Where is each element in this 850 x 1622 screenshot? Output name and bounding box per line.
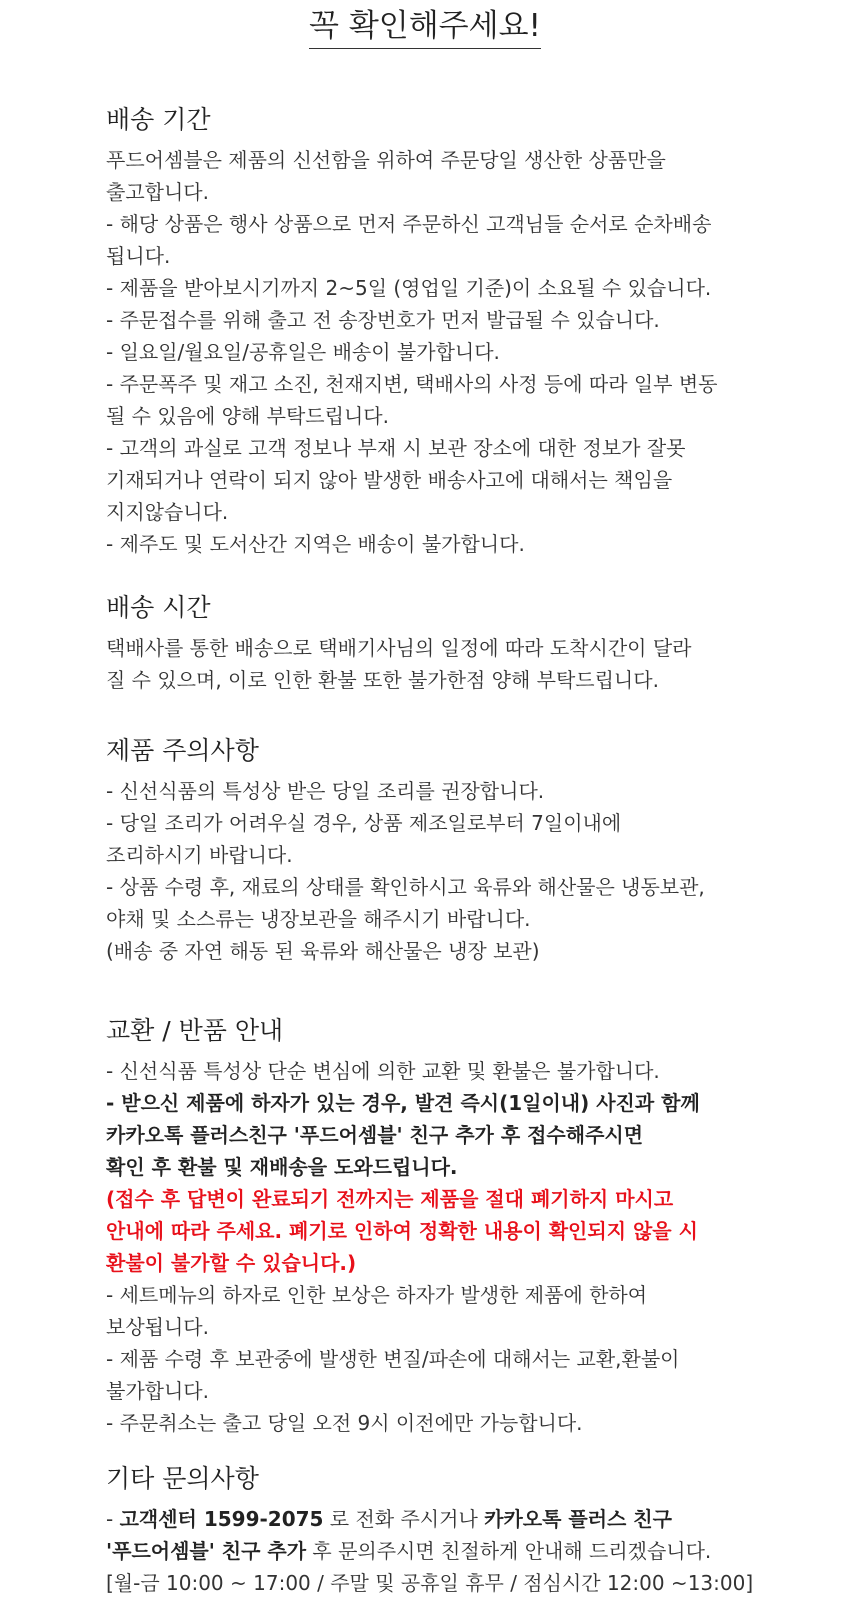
text-line: 야채 및 소스류는 냉장보관을 해주시기 바랍니다.	[106, 907, 531, 931]
section-heading: 제품 주의사항	[106, 736, 259, 765]
text-line: 출고합니다.	[106, 180, 209, 204]
warning-line: (접수 후 답변이 완료되기 전까지는 제품을 절대 폐기하지 마시고	[106, 1187, 674, 1211]
add-friend-instruction: '푸드어셈블' 친구 추가	[106, 1539, 307, 1563]
section-delivery-time	[106, 592, 746, 696]
section-heading: 교환 / 반품 안내	[106, 1016, 284, 1045]
emphasis-line: 확인 후 환불 및 재배송을 도와드립니다.	[106, 1155, 458, 1179]
section-product-cautions	[106, 735, 746, 967]
text-line: - 신선식품의 특성상 받은 당일 조리를 권장합니다.	[106, 779, 545, 803]
section-heading: 배송 기간	[106, 105, 211, 134]
warning-line: 환불이 불가할 수 있습니다.)	[106, 1251, 357, 1275]
contact-line	[106, 1503, 746, 1535]
text-line: 조리하시기 바랍니다.	[106, 843, 293, 867]
notice-header	[0, 0, 850, 49]
text-line: - 주문접수를 위해 출고 전 송장번호가 먼저 발급될 수 있습니다.	[106, 308, 660, 332]
emphasis-line: - 받으신 제품에 하자가 있는 경우, 발견 즉시(1일이내) 사진과 함께	[106, 1091, 700, 1115]
text-line: 불가합니다.	[106, 1379, 209, 1403]
business-hours: [월-금 10:00 ~ 17:00 / 주말 및 공휴일 휴무 / 점심시간 12:00 ~13:00]	[106, 1571, 754, 1595]
text-line: 됩니다.	[106, 244, 171, 268]
section-heading: 배송 시간	[106, 593, 211, 622]
text-line: 지지않습니다.	[106, 500, 229, 524]
text-segment: 로 전화 주시거나	[323, 1507, 485, 1531]
text-line: - 해당 상품은 행사 상품으로 먼저 주문하신 고객님들 순서로 순차배송	[106, 212, 712, 236]
page-title: 꼭 확인해주세요!	[309, 6, 541, 49]
section-delivery-period	[106, 104, 746, 560]
text-line: - 주문폭주 및 재고 소진, 천재지변, 택배사의 사정 등에 따라 일부 변동	[106, 372, 718, 396]
text-line: - 고객의 과실로 고객 정보나 부재 시 보관 장소에 대한 정보가 잘못	[106, 436, 686, 460]
contact-line	[106, 1535, 746, 1567]
kakaotalk-plus-friend: 카카오톡 플러스 친구	[484, 1507, 672, 1531]
text-line: - 제품을 받아보시기까지 2~5일 (영업일 기준)이 소요될 수 있습니다.	[106, 276, 712, 300]
customer-center-phone: 고객센터 1599-2075	[119, 1507, 324, 1531]
text-segment: 후 문의주시면 친절하게 안내해 드리겠습니다.	[306, 1539, 712, 1563]
text-line: - 당일 조리가 어려우실 경우, 상품 제조일로부터 7일이내에	[106, 811, 622, 835]
section-exchange-return	[106, 1015, 746, 1439]
text-line: - 제주도 및 도서산간 지역은 배송이 불가합니다.	[106, 532, 525, 556]
warning-line: 안내에 따라 주세요. 폐기로 인하여 정확한 내용이 확인되지 않을 시	[106, 1219, 698, 1243]
text-line: (배송 중 자연 해동 된 육류와 해산물은 냉장 보관)	[106, 939, 540, 963]
text-line: - 주문취소는 출고 당일 오전 9시 이전에만 가능합니다.	[106, 1411, 583, 1435]
text-line: - 세트메뉴의 하자로 인한 보상은 하자가 발생한 제품에 한하여	[106, 1283, 648, 1307]
text-line: 택배사를 통한 배송으로 택배기사님의 일정에 따라 도착시간이 달라	[106, 636, 692, 660]
text-line: 보상됩니다.	[106, 1315, 209, 1339]
text-line: - 일요일/월요일/공휴일은 배송이 불가합니다.	[106, 340, 500, 364]
text-segment: -	[106, 1507, 120, 1531]
text-line: 될 수 있음에 양해 부탁드립니다.	[106, 404, 389, 428]
section-heading: 기타 문의사항	[106, 1464, 259, 1493]
text-line: - 신선식품 특성상 단순 변심에 의한 교환 및 환불은 불가합니다.	[106, 1059, 660, 1083]
emphasis-line: 카카오톡 플러스친구 '푸드어셈블' 친구 추가 후 접수해주시면	[106, 1123, 644, 1147]
text-line: 기재되거나 연락이 되지 않아 발생한 배송사고에 대해서는 책임을	[106, 468, 673, 492]
section-other-inquiries	[106, 1463, 754, 1599]
text-line: - 제품 수령 후 보관중에 발생한 변질/파손에 대해서는 교환,환불이	[106, 1347, 680, 1371]
text-line: 질 수 있으며, 이로 인한 환불 또한 불가한점 양해 부탁드립니다.	[106, 668, 659, 692]
text-line: - 상품 수령 후, 재료의 상태를 확인하시고 육류와 해산물은 냉동보관,	[106, 875, 705, 899]
text-line: 푸드어셈블은 제품의 신선함을 위하여 주문당일 생산한 상품만을	[106, 148, 666, 172]
